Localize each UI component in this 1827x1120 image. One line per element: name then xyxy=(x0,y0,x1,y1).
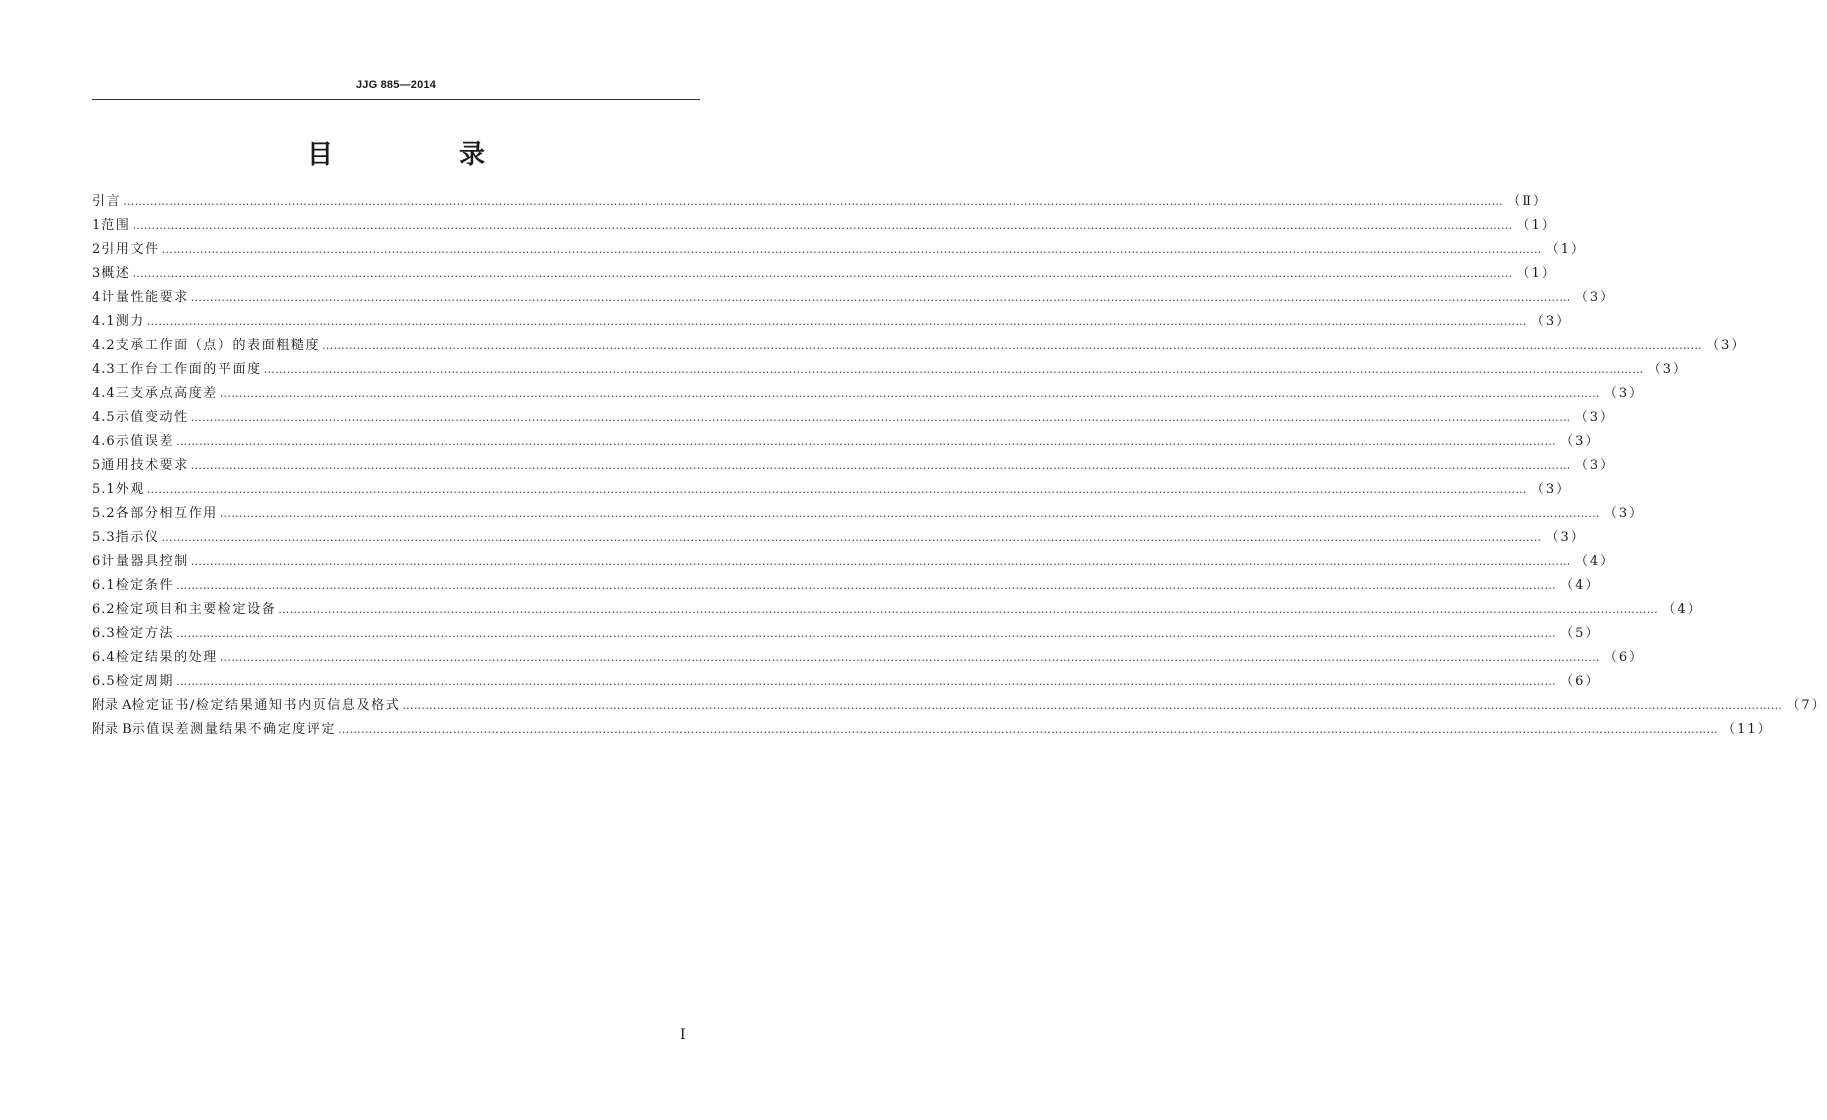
toc-entry xyxy=(92,216,1557,240)
toc-leader-dots: ……………………………………………………………………………………………………………………………………………………………………………………………………………………………………………………………………………………………………………………………… xyxy=(123,195,1504,208)
toc-entry-title: 示值误差测量结果不确定度评定 xyxy=(131,722,337,737)
toc-entry-title: 引言 xyxy=(92,194,122,209)
toc-entry-page: （3） xyxy=(1603,506,1645,521)
toc-entry xyxy=(92,624,1601,648)
toc-entry-title: 工作台工作面的平面度 xyxy=(115,362,262,377)
toc-entry-page: （6） xyxy=(1603,650,1645,665)
toc-entry xyxy=(92,264,1557,288)
toc-entry-page: （3） xyxy=(1603,386,1645,401)
toc-entry-page: （3） xyxy=(1574,410,1615,425)
toc-entry-title: 指示仪 xyxy=(115,530,160,545)
toc-leader-dots: ……………………………………………………………………………………………………………………………………………………………………………………………………………………………………………………………………………………………………………………………… xyxy=(219,387,1600,400)
page-number: I xyxy=(680,1027,686,1043)
toc-leader-dots: ……………………………………………………………………………………………………………………………………………………………………………………………………………………………………………………………………………………………………………………………… xyxy=(338,723,1719,736)
toc-entry-number: 附录 B xyxy=(92,722,132,737)
toc-leader-dots: ……………………………………………………………………………………………………………………………………………………………………………………………………………………………………………………………………………………………………………………………… xyxy=(190,411,1571,424)
toc-entry-title: 检定项目和主要检定设备 xyxy=(115,602,277,617)
toc-leader-dots: ……………………………………………………………………………………………………………………………………………………………………………………………………………………………………………………………………………………………………………………………… xyxy=(219,651,1600,664)
toc-leader-dots: ……………………………………………………………………………………………………………………………………………………………………………………………………………………………………………………………………………………………………………………………… xyxy=(176,579,1557,592)
toc-entry-page: （Ⅱ） xyxy=(1507,194,1549,209)
toc-entry xyxy=(92,432,1601,456)
toc-entry-title: 概述 xyxy=(101,266,131,281)
toc-entry-page: （1） xyxy=(1545,242,1586,257)
toc-entry-number: 4.3 xyxy=(92,362,116,377)
document-code-header: JJG 885—2014 xyxy=(355,79,437,91)
toc-entry-page: （7） xyxy=(1786,698,1827,713)
toc-leader-dots: ……………………………………………………………………………………………………………………………………………………………………………………………………………………………………………………………………………………………………………………………… xyxy=(146,483,1527,496)
toc-entry xyxy=(92,408,1615,432)
toc-entry xyxy=(92,528,1586,552)
toc-entry-number: 6.4 xyxy=(92,650,116,665)
toc-entry-page: （1） xyxy=(1516,218,1557,233)
toc-entry-title: 通用技术要求 xyxy=(101,458,189,473)
toc-entry xyxy=(92,576,1601,600)
toc-leader-dots: ……………………………………………………………………………………………………………………………………………………………………………………………………………………………………………………………………………………………………………………………… xyxy=(263,363,1644,376)
toc-leader-dots: ……………………………………………………………………………………………………………………………………………………………………………………………………………………………………………………………………………………………………………………………… xyxy=(219,507,1600,520)
toc-leader-dots: ……………………………………………………………………………………………………………………………………………………………………………………………………………………………………………………………………………………………………………………………… xyxy=(132,219,1513,232)
toc-leader-dots: ……………………………………………………………………………………………………………………………………………………………………………………………………………………………………………………………………………………………………………………………… xyxy=(176,675,1557,688)
toc-entry-title: 检定条件 xyxy=(115,578,175,593)
toc-entry-page: （1） xyxy=(1516,266,1557,281)
toc-leader-dots: ……………………………………………………………………………………………………………………………………………………………………………………………………………………………………………………………………………………………………………………………… xyxy=(176,435,1557,448)
toc-entry-title: 计量性能要求 xyxy=(101,290,189,305)
toc-entry-number: 5.2 xyxy=(92,506,116,521)
toc-entry-number: 附录 A xyxy=(92,698,132,713)
toc-entry-number: 6 xyxy=(92,554,102,569)
toc-leader-dots: ……………………………………………………………………………………………………………………………………………………………………………………………………………………………………………………………………………………………………………………………… xyxy=(161,243,1542,256)
toc-entry-number: 1 xyxy=(92,218,102,233)
toc-entry-title: 外观 xyxy=(115,482,145,497)
toc-entry xyxy=(92,504,1645,528)
toc-entry xyxy=(92,600,1703,624)
toc-entry-number: 4.2 xyxy=(92,338,116,353)
toc-entry xyxy=(92,288,1616,312)
toc-entry-title: 检定方法 xyxy=(115,626,175,641)
toc-entry-page: （5） xyxy=(1560,626,1601,641)
toc-entry-title: 测力 xyxy=(115,314,145,329)
toc-entry-page: （4） xyxy=(1560,578,1601,593)
toc-entry xyxy=(92,672,1601,696)
toc-entry-number: 3 xyxy=(92,266,102,281)
toc-leader-dots: ……………………………………………………………………………………………………………………………………………………………………………………………………………………………………………………………………………………………………………………………… xyxy=(402,699,1783,712)
toc-entry-number: 6.3 xyxy=(92,626,116,641)
toc-leader-dots: ……………………………………………………………………………………………………………………………………………………………………………………………………………………………………………………………………………………………………………………………… xyxy=(132,267,1513,280)
toc-entry-number: 2 xyxy=(92,242,102,257)
toc-entry xyxy=(92,192,1549,216)
toc-leader-dots: ……………………………………………………………………………………………………………………………………………………………………………………………………………………………………………………………………………………………………………………………… xyxy=(176,627,1557,640)
toc-entry xyxy=(92,384,1645,408)
toc-entry-number: 6.2 xyxy=(92,602,116,617)
toc-entry xyxy=(92,480,1572,504)
toc-entry xyxy=(92,312,1572,336)
toc-leader-dots: ……………………………………………………………………………………………………………………………………………………………………………………………………………………………………………………………………………………………………………………………… xyxy=(322,339,1703,352)
toc-entry-title: 检定证书/检定结果通知书内页信息及格式 xyxy=(131,698,401,713)
toc-entry-title: 计量器具控制 xyxy=(101,554,189,569)
toc-entry xyxy=(92,456,1616,480)
toc-entry xyxy=(92,360,1688,384)
toc-entry-number: 4.4 xyxy=(92,386,116,401)
toc-leader-dots: ……………………………………………………………………………………………………………………………………………………………………………………………………………………………………………………………………………………………………………………………… xyxy=(190,555,1571,568)
toc-entry-title: 三支承点高度差 xyxy=(115,386,218,401)
toc-entry-number: 5.3 xyxy=(92,530,116,545)
toc-entry-page: （3） xyxy=(1706,338,1747,353)
toc-entry-page: （6） xyxy=(1560,674,1601,689)
toc-leader-dots: ……………………………………………………………………………………………………………………………………………………………………………………………………………………………………………………………………………………………………………………………… xyxy=(146,315,1527,328)
toc-entry-page: （3） xyxy=(1574,458,1616,473)
toc-leader-dots: ……………………………………………………………………………………………………………………………………………………………………………………………………………………………………………………………………………………………………………………………… xyxy=(190,459,1571,472)
toc-entry-number: 4.1 xyxy=(92,314,116,329)
toc-entry-page: （3） xyxy=(1530,482,1572,497)
toc-entry-page: （11） xyxy=(1722,722,1773,737)
toc-entry-number: 6.5 xyxy=(92,674,116,689)
toc-entry-number: 5.1 xyxy=(92,482,116,497)
toc-leader-dots: ……………………………………………………………………………………………………………………………………………………………………………………………………………………………………………………………………………………………………………………………… xyxy=(278,603,1659,616)
toc-entry-page: （3） xyxy=(1574,290,1616,305)
toc-title: 目 录 xyxy=(306,140,535,170)
toc-entry xyxy=(92,552,1616,576)
toc-entry xyxy=(92,336,1747,360)
toc-entry-page: （4） xyxy=(1574,554,1616,569)
toc-entry-title: 引用文件 xyxy=(101,242,160,257)
toc-entry-number: 4.6 xyxy=(92,434,116,449)
toc-entry xyxy=(92,240,1586,264)
toc-entry xyxy=(92,720,1773,744)
toc-entry-number: 5 xyxy=(92,458,102,473)
toc-entry-title: 范围 xyxy=(101,218,131,233)
toc-entry xyxy=(92,696,1827,720)
toc-entry-number: 6.1 xyxy=(92,578,116,593)
toc-entry-page: （3） xyxy=(1560,434,1601,449)
header-rule xyxy=(92,99,700,100)
toc-entry-page: （3） xyxy=(1545,530,1586,545)
toc-leader-dots: ……………………………………………………………………………………………………………………………………………………………………………………………………………………………………………………………………………………………………………………………… xyxy=(190,291,1571,304)
toc-entry-number: 4.5 xyxy=(92,410,116,425)
toc-entry-page: （4） xyxy=(1662,602,1703,617)
toc-entry-number: 4 xyxy=(92,290,102,305)
toc-entry-title: 检定结果的处理 xyxy=(115,650,218,665)
toc-entry-page: （3） xyxy=(1530,314,1572,329)
toc-entry-title: 检定周期 xyxy=(115,674,175,689)
toc-entry-title: 示值变动性 xyxy=(115,410,189,425)
table-of-contents xyxy=(92,192,1827,744)
toc-entry-title: 支承工作面（点）的表面粗糙度 xyxy=(115,338,321,353)
toc-leader-dots: ……………………………………………………………………………………………………………………………………………………………………………………………………………………………………………………………………………………………………………………………… xyxy=(161,531,1542,544)
toc-entry-page: （3） xyxy=(1647,362,1688,377)
toc-entry-title: 各部分相互作用 xyxy=(115,506,218,521)
toc-entry xyxy=(92,648,1645,672)
toc-entry-title: 示值误差 xyxy=(115,434,175,449)
